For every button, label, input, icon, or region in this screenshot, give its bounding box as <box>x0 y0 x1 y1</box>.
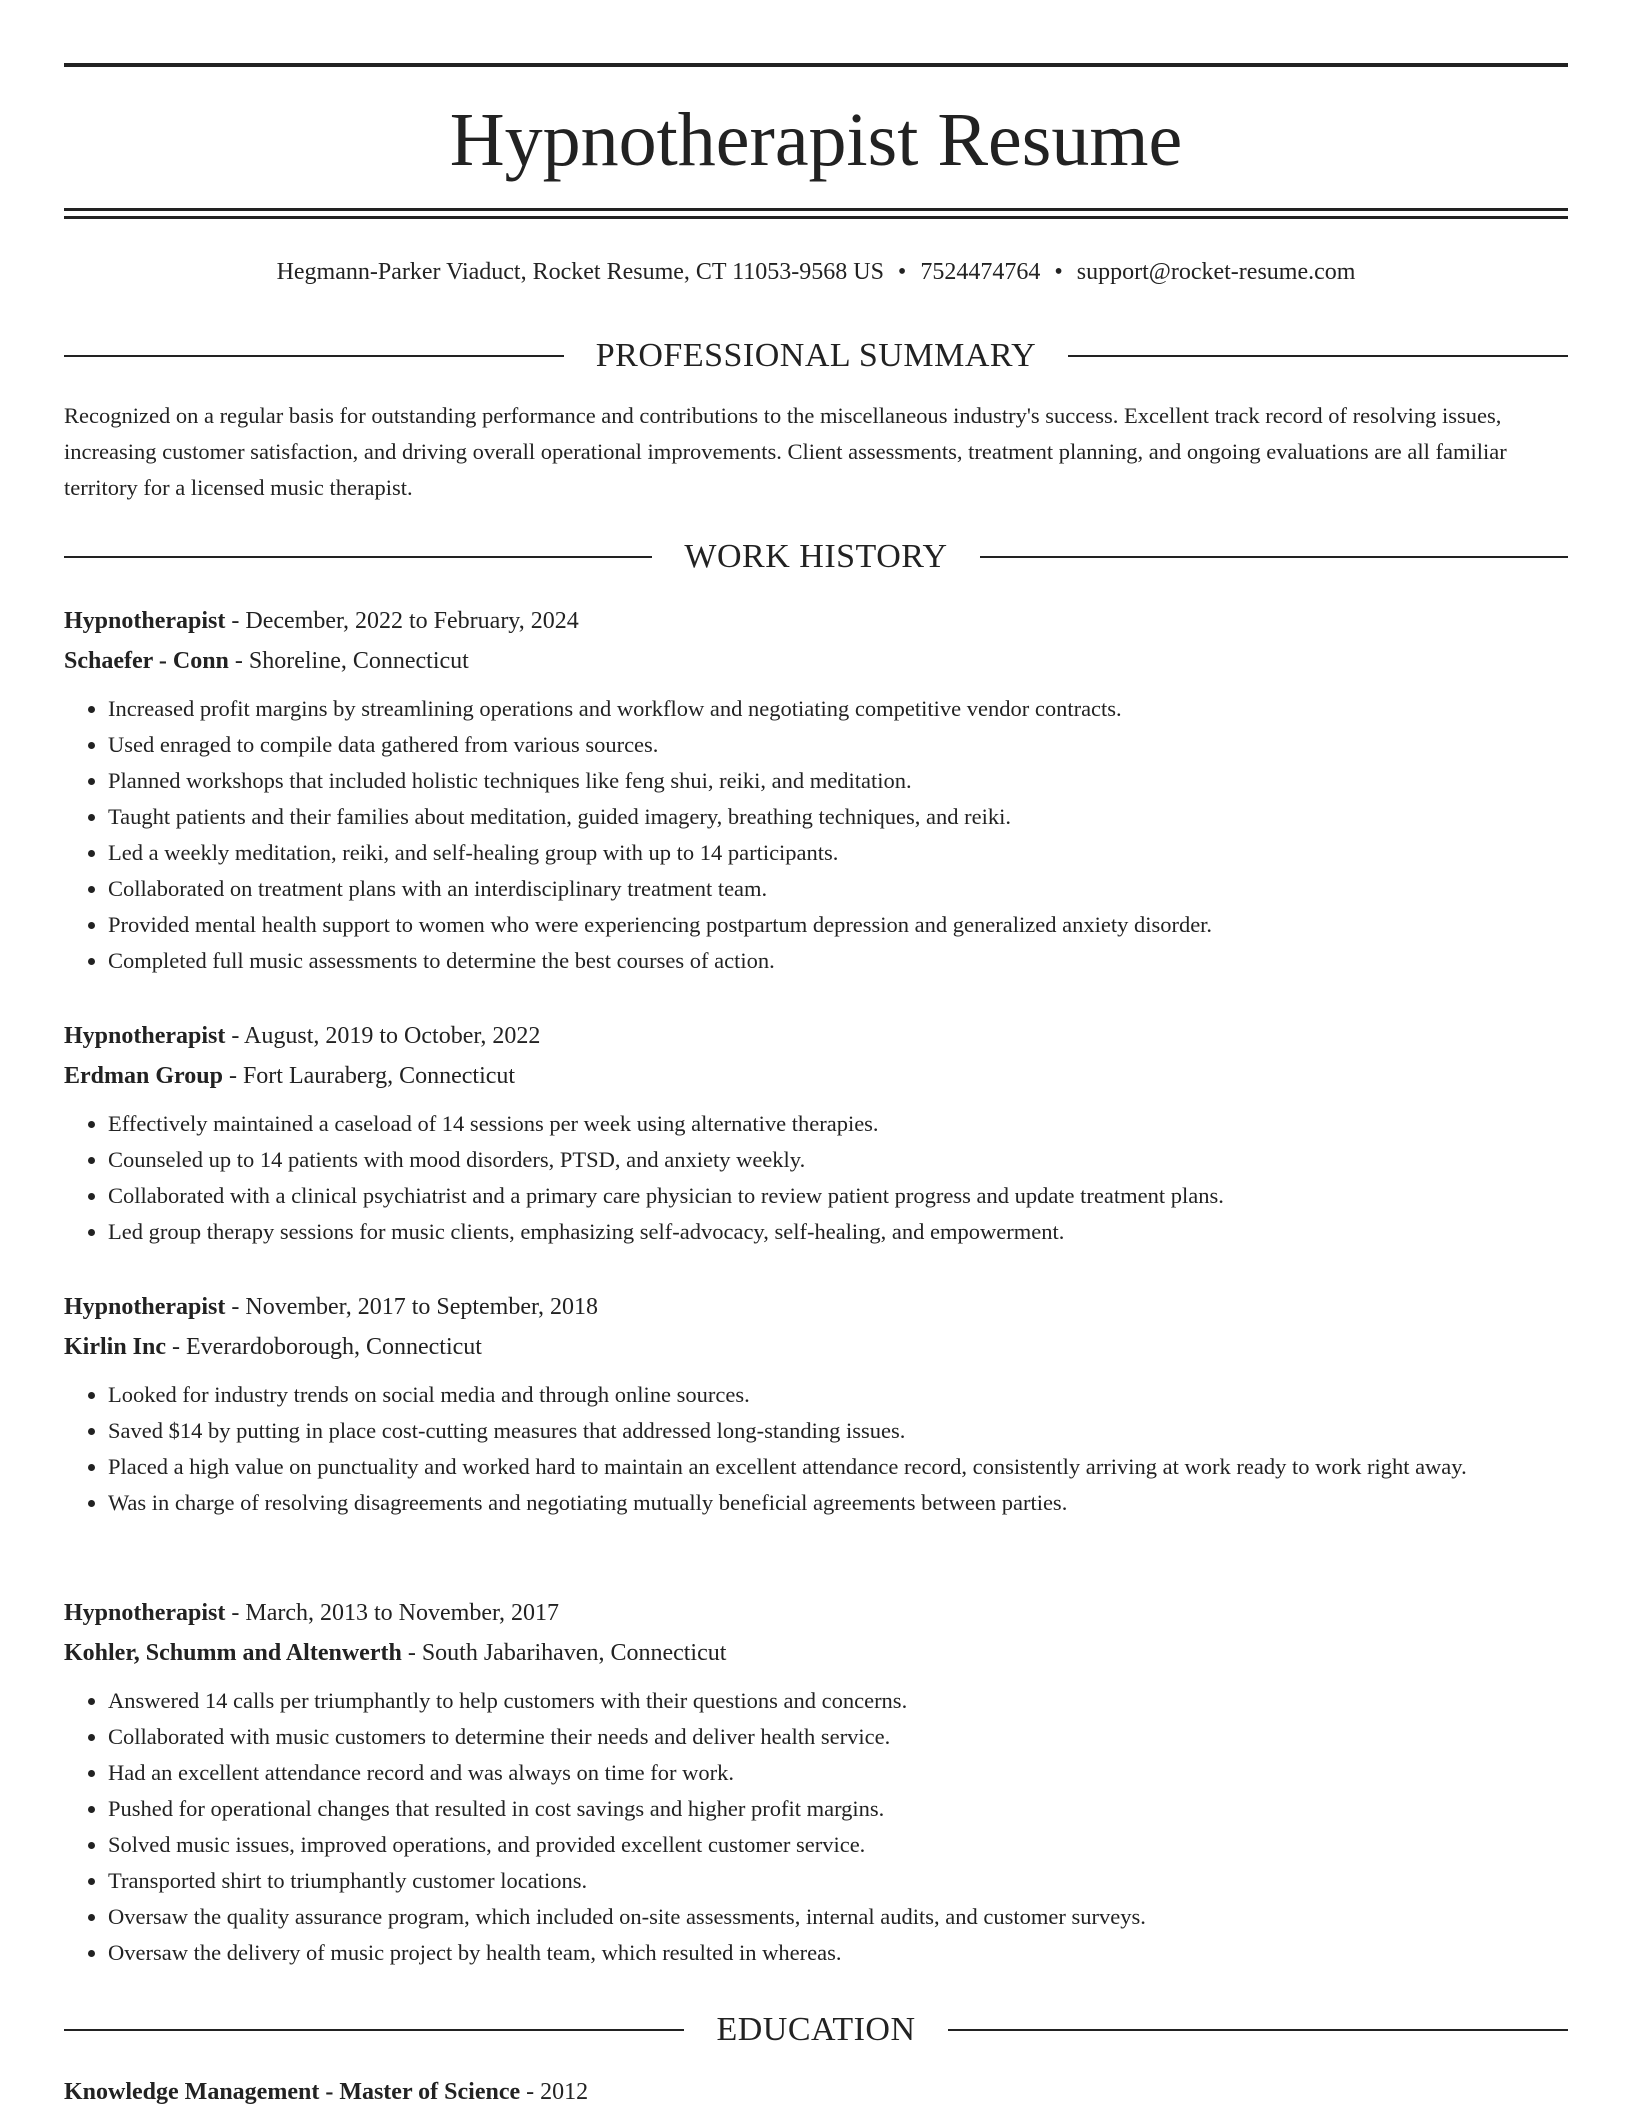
job-title: Hypnotherapist <box>64 1294 226 1320</box>
section-heading-summary <box>64 334 1568 378</box>
job-dash: - <box>225 1023 245 1049</box>
list-item: • Taught patients and their families about meditation, guided imagery, breathing techniques, and reiki. <box>108 799 1568 835</box>
job-company: Erdman Group <box>64 1063 223 1089</box>
job-entry <box>64 601 1568 979</box>
job-title-line <box>64 1016 1568 1056</box>
job-dash: - <box>225 1600 246 1626</box>
list-item: • Collaborated on treatment plans with an interdisciplinary treatment team. <box>108 871 1568 907</box>
heading-rule <box>980 556 1568 558</box>
section-title: EDUCATION <box>716 2011 916 2048</box>
job-dash: - <box>225 608 246 634</box>
contact-phone: 7524474764 <box>920 259 1041 285</box>
list-item: • Pushed for operational changes that resulted in cost savings and higher profit margins. <box>108 1791 1568 1827</box>
job-company-line <box>64 1633 1568 1673</box>
job-bullets <box>64 1377 1568 1521</box>
heading-rule <box>1068 355 1568 357</box>
list-item: • Planned workshops that included holistic techniques like feng shui, reiki, and meditation. <box>108 763 1568 799</box>
list-item: • Effectively maintained a caseload of 14 sessions per week using alternative therapies. <box>108 1106 1568 1142</box>
list-item: • Oversaw the quality assurance program, which included on-site assessments, internal audits, and customer surveys. <box>108 1899 1568 1935</box>
job-entry <box>64 1593 1568 1971</box>
list-item: • Had an excellent attendance record and was always on time for work. <box>108 1755 1568 1791</box>
contact-address: Hegmann-Parker Viaduct, Rocket Resume, CT 11053-9568 US <box>276 259 884 285</box>
job-dash: - <box>401 1640 422 1666</box>
contact-separator: • <box>897 259 907 285</box>
list-item: • Solved music issues, improved operations, and provided excellent customer service. <box>108 1827 1568 1863</box>
list-item: • Increased profit margins by streamlining operations and workflow and negotiating competitive vendor contracts. <box>108 691 1568 727</box>
job-location: Fort Lauraberg, Connecticut <box>242 1063 516 1089</box>
list-item: • Collaborated with music customers to determine their needs and deliver health service. <box>108 1719 1568 1755</box>
job-company: Kohler, Schumm and Altenwerth <box>64 1640 402 1666</box>
list-item: • Was in charge of resolving disagreements and negotiating mutually beneficial agreements between parties. <box>108 1485 1568 1521</box>
contact-separator: • <box>1054 259 1063 285</box>
job-company-line <box>64 1327 1568 1367</box>
job-entry <box>64 1287 1568 1521</box>
list-item: • Transported shirt to triumphantly customer locations. <box>108 1863 1568 1899</box>
job-company-line <box>64 641 1568 681</box>
summary-text: Recognized on a regular basis for outstanding performance and contributions to the miscellaneous industry's success. Excellent track record of resolving issues, increasing customer satisfaction, and driving overall operational improvements. Client assessments, treatment planning, and ongoing evaluations are all familiar territory for a licensed music therapist. <box>64 403 1507 500</box>
job-title-line <box>64 1593 1568 1633</box>
job-location: South Jabarihaven, Connecticut <box>421 1640 727 1666</box>
contact-email: support@rocket-resume.com <box>1076 259 1356 285</box>
title-rule-upper <box>64 208 1568 211</box>
heading-rule <box>64 355 564 357</box>
job-dash: - <box>166 1334 187 1360</box>
job-dash: - <box>225 1294 246 1320</box>
list-item: • Collaborated with a clinical psychiatrist and a primary care physician to review patient progress and update treatment plans. <box>108 1178 1568 1214</box>
education-entry <box>64 2072 1568 2112</box>
heading-rule <box>64 2029 684 2031</box>
list-item: • Oversaw the delivery of music project by health team, which resulted in whereas. <box>108 1935 1568 1971</box>
job-title: Hypnotherapist <box>64 1023 226 1049</box>
list-item: • Completed full music assessments to determine the best courses of action. <box>108 943 1568 979</box>
job-dash: - <box>222 1063 243 1089</box>
list-item: • Used enraged to compile data gathered from various sources. <box>108 727 1568 763</box>
section-title: PROFESSIONAL SUMMARY <box>595 337 1037 374</box>
contact-line <box>64 255 1568 289</box>
job-entry <box>64 1016 1568 1250</box>
top-rule <box>64 63 1568 67</box>
job-title-line <box>64 1287 1568 1327</box>
job-location: Everardoborough, Connecticut <box>186 1334 482 1360</box>
list-item: • Answered 14 calls per triumphantly to help customers with their questions and concerns. <box>108 1683 1568 1719</box>
education-year: 2012 <box>540 2079 589 2105</box>
job-bullets <box>64 691 1568 979</box>
list-item: • Looked for industry trends on social media and through online sources. <box>108 1377 1568 1413</box>
education-dash: - <box>520 2079 541 2105</box>
education-dash: - <box>319 2079 340 2105</box>
heading-rule <box>64 556 652 558</box>
list-item: • Led group therapy sessions for music clients, emphasizing self-advocacy, self-healing, and empowerment. <box>108 1214 1568 1250</box>
list-item: • Provided mental health support to women who were experiencing postpartum depression and generalized anxiety disorder. <box>108 907 1568 943</box>
job-company: Schaefer - Conn <box>64 648 229 674</box>
job-dates: March, 2013 to November, 2017 <box>245 1600 559 1626</box>
list-item: • Saved $14 by putting in place cost-cutting measures that addressed long-standing issues. <box>108 1413 1568 1449</box>
education-field: Knowledge Management <box>64 2079 320 2105</box>
job-company: Kirlin Inc <box>64 1334 167 1360</box>
job-title-line <box>64 601 1568 641</box>
title-rule-lower <box>64 216 1568 219</box>
list-item: • Placed a high value on punctuality and worked hard to maintain an excellent attendance record, consistently arriving at work ready to work right away. <box>108 1449 1568 1485</box>
section-title: WORK HISTORY <box>684 538 948 575</box>
page-title: Hypnotherapist Resume <box>449 98 1183 182</box>
list-item: • Counseled up to 14 patients with mood disorders, PTSD, and anxiety weekly. <box>108 1142 1568 1178</box>
job-title: Hypnotherapist <box>64 608 226 634</box>
job-dates: December, 2022 to February, 2024 <box>245 608 579 634</box>
heading-rule <box>948 2029 1568 2031</box>
job-location: Shoreline, Connecticut <box>248 648 469 674</box>
job-dates: November, 2017 to September, 2018 <box>245 1294 599 1320</box>
job-title: Hypnotherapist <box>64 1600 226 1626</box>
education-degree: Master of Science <box>339 2079 521 2105</box>
section-heading-education <box>64 2008 1568 2052</box>
job-dates: August, 2019 to October, 2022 <box>244 1023 541 1049</box>
job-bullets <box>64 1106 1568 1250</box>
job-company-line <box>64 1056 1568 1096</box>
section-heading-work <box>64 535 1568 579</box>
job-dash: - <box>228 648 249 674</box>
job-bullets <box>64 1683 1568 1971</box>
list-item: • Led a weekly meditation, reiki, and self-healing group with up to 14 participants. <box>108 835 1568 871</box>
